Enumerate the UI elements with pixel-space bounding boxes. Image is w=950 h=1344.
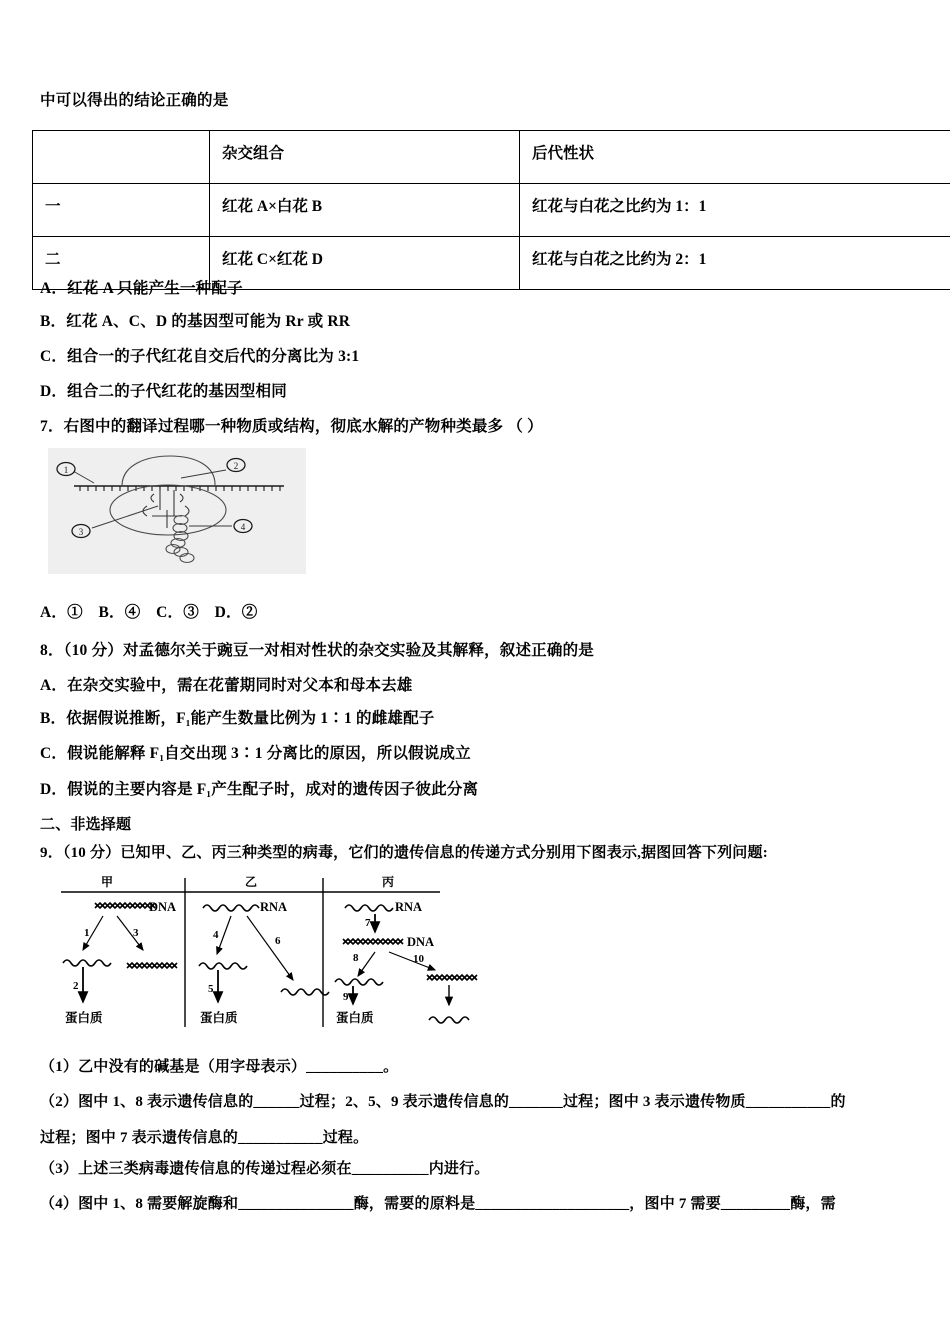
q8-option-a: A．在杂交实验中，需在花蕾期同时对父本和母本去雄 [40,677,413,694]
arrow-label-4: 4 [213,929,219,941]
node-bing-dna: DNA [407,935,435,949]
q9-sub-2a: （2）图中 1、8 表示遗传信息的______过程；2、5、9 表示遗传信息的_______过程；图中 3 表示遗传物质___________的 [40,1094,846,1110]
q9-sub-3: （3）上述三类病毒遗传信息的传递过程必须在__________内进行。 [40,1161,490,1177]
arrow-label-3: 3 [133,927,139,939]
figure-label-3: 3 [78,527,84,537]
arrow-label-1: 1 [84,927,90,939]
virus-genetic-information-diagram [55,872,525,1040]
q8-stem: 8．（10 分）对孟德尔关于豌豆一对相对性状的杂交实验及其解释，叙述正确的是 [40,642,594,659]
q9-sub-2b: 过程；图中 7 表示遗传信息的___________过程。 [40,1130,369,1146]
table-header-cell-cross: 杂交组合 [210,131,520,184]
q7-answer-line: A．① B．④ C．③ D．② [40,604,258,621]
q6-option-c: C．组合一的子代红花自交后代的分离比为 3:1 [40,348,360,365]
node-jia-protein: 蛋白质 [65,1011,103,1025]
figure-label-4: 4 [240,522,246,532]
panel-title-bing: 丙 [381,875,395,889]
node-yi-rna: RNA [260,900,288,914]
intro-line: 中可以得出的结论正确的是 [40,92,229,109]
arrow-label-8: 8 [353,952,359,964]
panel-title-yi: 乙 [244,875,258,889]
table-row [33,184,950,237]
q6-option-b: B．红花 A、C、D 的基因型可能为 Rr 或 RR [40,313,351,330]
q6-option-a: A．红花 A 只能产生一种配子 [40,280,243,297]
figure-label-2: 2 [233,461,239,471]
translation-ribosome-diagram [48,448,306,574]
node-yi-protein: 蛋白质 [200,1011,238,1025]
q9-sub-4: （4）图中 1、8 需要解旋酶和_______________酶，需要的原料是____________________，图中 7 需要_________酶，需 [40,1196,836,1212]
q8-option-c: C．假说能解释 F₁自交出现 3∶1 分离比的原因，所以假说成立 [40,745,471,762]
cross-combination-table [32,130,950,290]
table-cell-index: 二 [33,237,210,290]
section-2-heading: 二、非选择题 [40,817,132,833]
arrow-label-7: 7 [365,917,371,929]
table-cell-index: 一 [33,184,210,237]
table-cell-cross: 红花 A×白花 B [210,184,520,237]
q6-option-d: D．组合二的子代红花的基因型相同 [40,383,287,400]
arrow-label-5: 5 [208,983,214,995]
table-header-row [33,131,950,184]
table-cell-trait: 红花与白花之比约为 1：1 [520,184,950,237]
table-cell-trait: 红花与白花之比约为 2：1 [520,237,950,290]
table-header-cell-blank [33,131,210,184]
panel-title-jia: 甲 [100,875,114,889]
arrow-label-9: 9 [343,991,349,1003]
arrow-label-10: 10 [413,953,424,965]
figure-label-1: 1 [63,465,69,475]
table-header-cell-trait: 后代性状 [520,131,950,184]
table-cell-cross: 红花 C×红花 D [210,237,520,290]
node-bing-rna: RNA [395,900,423,914]
node-jia-dna: DNA [149,900,177,914]
q9-sub-1: （1）乙中没有的碱基是（用字母表示）__________。 [40,1059,399,1075]
q8-option-b: B．依据假说推断，F₁能产生数量比例为 1∶1 的雌雄配子 [40,710,435,727]
q9-stem: 9．（10 分）已知甲、乙、丙三种类型的病毒，它们的遗传信息的传递方式分别用下图表示,据图回答下列问题: [40,845,768,861]
arrow-label-2: 2 [73,980,79,992]
q8-option-d: D．假说的主要内容是 F₁产生配子时，成对的遗传因子彼此分离 [40,781,479,798]
arrow-label-6: 6 [275,935,281,947]
node-bing-protein: 蛋白质 [336,1011,374,1025]
q7-stem: 7．右图中的翻译过程哪一种物质或结构，彻底水解的产物种类最多 （ ） [40,418,543,435]
